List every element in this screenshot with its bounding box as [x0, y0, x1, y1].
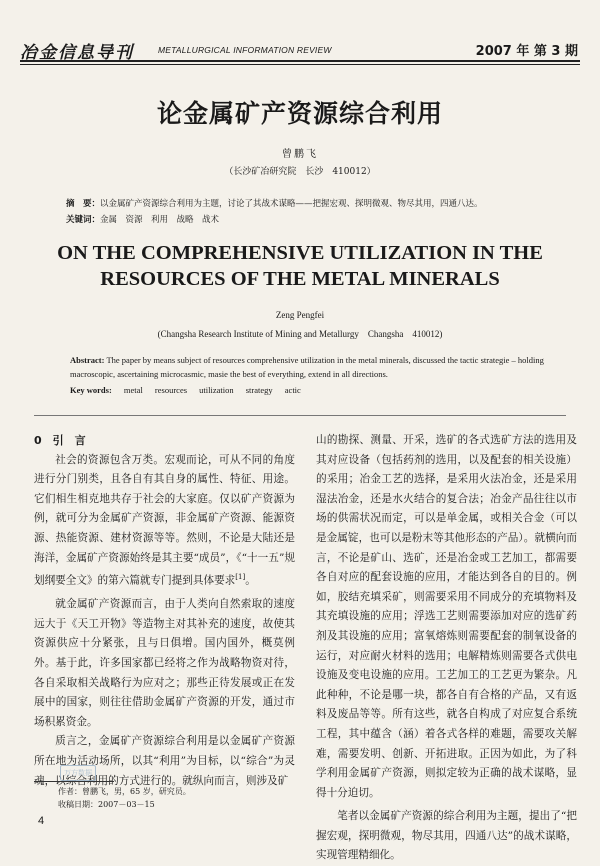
paragraph: 质言之，金属矿产资源综合利用是以金属矿产资源所在地为活动场所，以其“利用”为目标，以“综合”为灵魂，以综合利用的方式进行的。就纵向而言，则涉及矿: [34, 735, 295, 787]
keywords-en: [70, 385, 550, 395]
abstract-cn-text: 以金属矿产资源综合利用为主题，讨论了其战术谋略——把握宏观、探明微观、物尽其用，四通八达。: [100, 199, 483, 209]
journal-name-en: METALLURGICAL INFORMATION REVIEW: [158, 45, 332, 55]
keywords-en-label: Key words:: [70, 385, 112, 395]
body-column-left: [34, 431, 295, 791]
body-column-right: [316, 431, 577, 862]
footnote-received-date: 收稿日期：2007－03－15: [58, 800, 155, 809]
footnote-rule: [34, 781, 114, 782]
keywords-cn-text: 金属 资源 利用 战略 战术: [100, 215, 220, 225]
paragraph: 笔者以金属矿产资源的综合利用为主题，提出了“把握宏观，探明微观，物尽其用，四通八达”的战术谋略，实现管理精细化。: [316, 810, 577, 862]
paragraph: 就金属矿产资源而言，由于人类向自然索取的速度远大于《天工开物》等造物主对其补充的速度，故使其资源供应十分紧张，且与日俱增。国内国外，概莫例外。基于此，许多国家都已经将之作为战略物资对待，各自采取相关战略行为应对之；那些正待发展或正在发展中的国家，则往往借助金属矿产资源的开发，通过市场积累资金。: [34, 598, 295, 728]
paragraph-text: 社会的资源包含万类。宏观而论，可从不同的角度进行分门别类，且各自有其自身的属性、特征、用途。它们相生相克地共存于社会的大家庭。仅以矿产资源为例，就可分为金属矿产资源，非金属矿产资源、能源资源、热能资源、建材资源等等。然则，不论是大陆还是海洋，金属矿产资源始终是其主要“成员”，《“十一五”规划纲要全文》的第六篇就专门提到具体要求: [34, 453, 295, 587]
section-heading: 0 引 言: [34, 434, 86, 447]
abstract-cn-label: 摘 要：: [66, 199, 101, 209]
paragraph: [34, 451, 295, 592]
paragraph-end: 。: [245, 574, 256, 587]
issue-label: 2007 年 第 3 期: [475, 44, 578, 59]
section-divider: [34, 415, 566, 416]
affiliation-en: (Changsha Research Institute of Mining and Metallurgy Changsha 410012): [157, 329, 443, 339]
title-en-line2: RESOURCES OF THE METAL MINERALS: [100, 268, 500, 290]
footnote-author-info: 作者：曾鹏飞，男，65 岁，研究员。: [58, 787, 191, 796]
abstract-en: [70, 353, 550, 381]
title-cn: 论金属矿产资源综合利用: [156, 99, 443, 128]
title-en: [0, 240, 600, 292]
paragraph: 山的勘探、测量、开采，选矿的各式选矿方法的选用及其对应设备（包括药剂的选用，以及配套的相关设施）的采用；冶金工艺的选择，是采用火法冶金，还是采用湿法冶金，还是水火结合的复合法；冶金产品往往以市场的供需状况而定，可以是单金属，或相关合金（可以是金属锭，也可以是粉末等其他形态的产品）。就横向而言，不论是矿山、选矿，还是冶金或工艺加工，都需要各自对应的配套设施的应用，才能达到各自的目的。例如，胶结充填采矿，则需要采用不同成分的充填物料及其充填设施的应用；浮选工艺则需要添加对应的选矿药剂及其设施的应用；富氧熔炼则需要配套的制氧设备的运行，对应耐火材料的选用；电解精炼则需要各式供电设施及变电设施的应用。工艺加工的工艺更为繁杂。凡此种种，不论是哪一块，都各自有合格的产品，又有返料及废品等等。所有这些，就各自构成了对应复合系统工程，其中蕴含（涵）着各式各样的难题，需要攻关解难，需要发明、创新、开拓进取。正因为如此，为了科学利用金属矿产资源，则拟定较为正确的战术谋略，显得十分迫切。: [316, 434, 577, 799]
keywords-cn-label: 关键词：: [66, 215, 101, 225]
journal-name-cn: 冶金信息导刊: [20, 43, 134, 63]
author-en: Zeng Pengfei: [275, 310, 325, 320]
title-en-line1: ON THE COMPREHENSIVE UTILIZATION IN THE: [57, 242, 543, 264]
header-rule-thin: [20, 64, 580, 65]
keywords-cn: [66, 213, 566, 225]
keywords-en-text: metal resources utilization strategy actic: [123, 385, 301, 395]
header-rule-thick: [20, 60, 580, 62]
citation-ref: [1]: [235, 573, 246, 582]
abstract-en-label: Abstract:: [70, 355, 105, 365]
author-cn: 曾鹏飞: [282, 149, 318, 160]
affiliation-cn: （长沙矿冶研究院 长沙 410012）: [224, 167, 376, 177]
page-number: 4: [38, 815, 45, 827]
abstract-cn: [66, 197, 566, 209]
watermark-logo: 万方数据: [60, 765, 96, 781]
abstract-en-text: The paper by means subject of resources comprehensive utilization in the metal minerals, discussed the tactic strategie – holding macroscopic, ascertaining microcasmic, masie the best of everything, extend in all directions.: [70, 355, 544, 379]
